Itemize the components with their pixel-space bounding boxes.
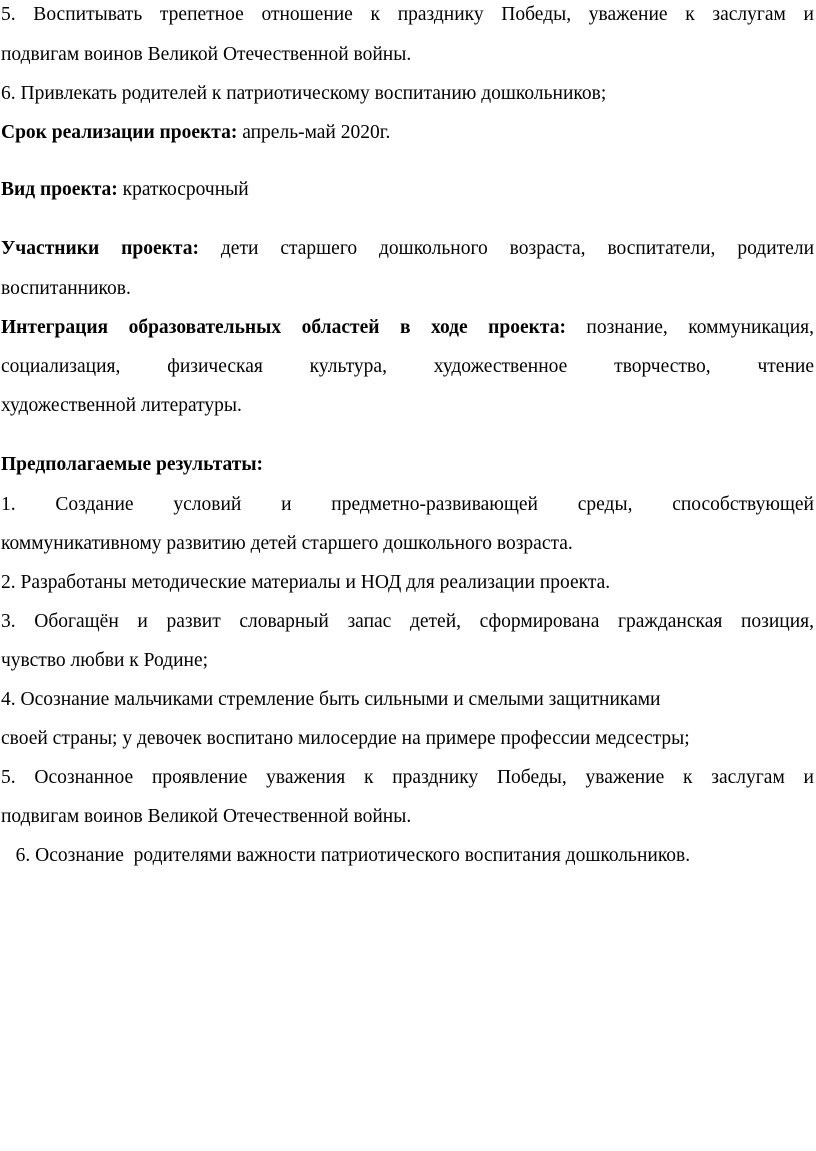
integration-line-1 [1,316,814,340]
result-5-line-1: 5. Осознанное проявление уважения к празднику Победы, уважение к заслугам и [1,767,814,788]
project-type [1,178,249,202]
goal-5-line-2: подвигам воинов Великой Отечественной войны. [1,44,412,65]
integration-line-3: художественной литературы. [1,395,242,416]
result-4-line-2: своей страны; у девочек воспитано милосердие на примере профессии медсестры; [1,728,690,749]
project-type-label: Вид проекта: [1,179,118,200]
result-2: 2. Разработаны методические материалы и НОД для реализации проекта. [1,572,611,593]
goal-6: 6. Привлекать родителей к патриотическому воспитанию дошкольников; [1,83,607,104]
result-6: 6. Осознание родителями важности патриотического воспитания дошкольников. [1,845,691,866]
result-3-line-2: чувство любви к Родине; [1,650,209,671]
project-period-label: Срок реализации проекта: [1,122,238,143]
result-1-line-2: коммуникативному развитию детей старшего дошкольного возраста. [1,533,573,554]
results-heading [1,453,263,477]
participants-line-1 [1,237,814,261]
participants-label: Участники проекта: [1,238,199,259]
integration-line-2: социализация, физическая культура, художественное творчество, чтение [1,356,814,377]
project-period-value: апрель-май 2020г. [237,122,391,143]
result-5-line-2: подвигам воинов Великой Отечественной войны. [1,806,412,827]
project-period [1,121,390,145]
integration-label: Интеграция образовательных областей в ходе проекта: [1,317,566,338]
participants-value: дети старшего дошкольного возраста, воспитатели, родители [198,238,814,259]
result-4-line-1: 4. Осознание мальчиками стремление быть сильными и смелыми защитниками [1,689,661,710]
participants-line-2: воспитанников. [1,278,131,299]
integration-value: познание, коммуникация, [565,317,814,338]
project-type-value: краткосрочный [117,179,249,200]
result-3-line-1: 3. Обогащён и развит словарный запас детей, сформирована гражданская позиция, [1,611,814,632]
result-1-line-1: 1. Создание условий и предметно-развивающей среды, способствующей [1,494,814,515]
goal-5-line-1: 5. Воспитывать трепетное отношение к празднику Победы, уважение к заслугам и [1,4,814,25]
results-heading-label: Предполагаемые результаты: [1,454,264,475]
